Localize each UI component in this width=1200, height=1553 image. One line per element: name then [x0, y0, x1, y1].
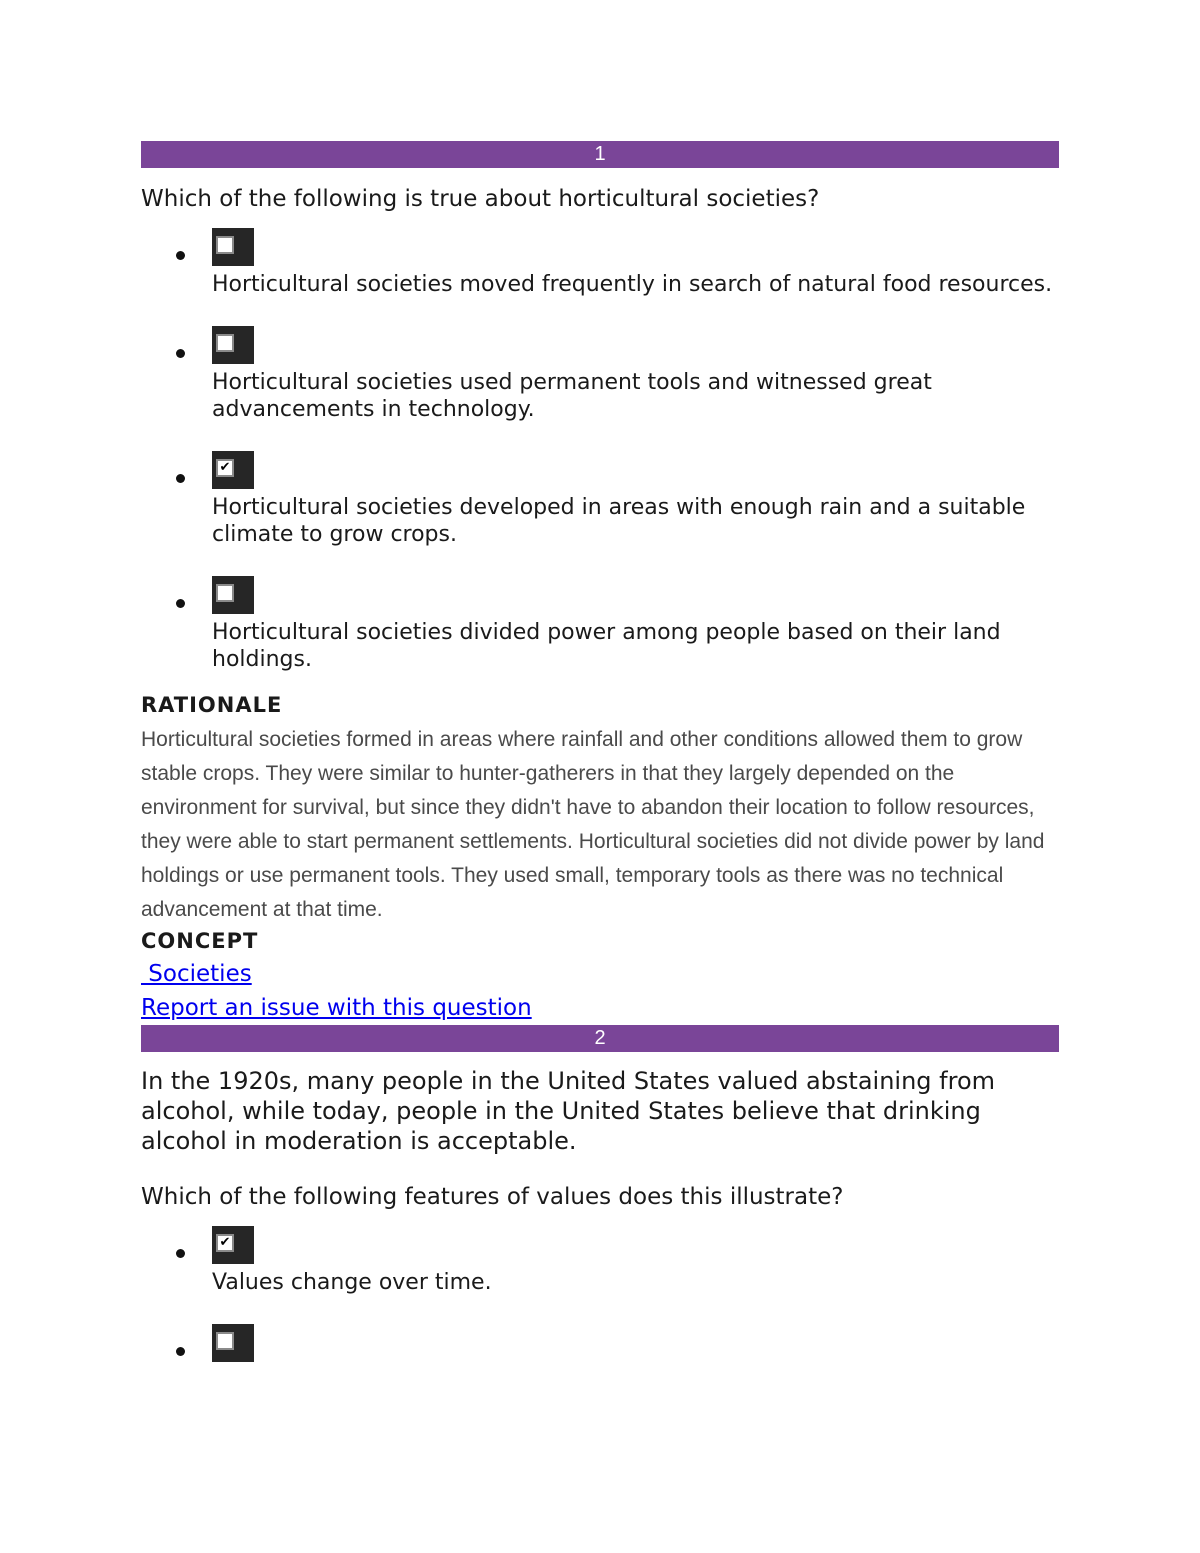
- rationale-text: Horticultural societies formed in areas where rainfall and other conditions allowed them to grow stable crops. They were similar to hunter-gatherers in that they largely depended on the environment for survival, but since they didn't have to abandon their location to follow resources, they were able to start permanent settlements. Horticultural societies did not divide power by land holdings or use permanent tools. They used small, temporary tools as there was no technical advancement at that time.: [141, 728, 1045, 921]
- question-number-bar: 2: [141, 1025, 1059, 1052]
- answer-options: [141, 1226, 1059, 1362]
- answer-option-label: Horticultural societies developed in areas with enough rain and a suitable climate to grow crops.: [212, 495, 1026, 547]
- checkbox-box: [216, 584, 234, 602]
- checkbox-box: [216, 236, 234, 254]
- checkmark-icon: ✔: [216, 459, 234, 477]
- answer-option[interactable]: [212, 326, 1059, 423]
- checkbox-icon[interactable]: [212, 1324, 254, 1362]
- answer-option[interactable]: [212, 1226, 1059, 1296]
- checkbox-icon[interactable]: [212, 1226, 254, 1264]
- answer-option-label: Values change over time.: [212, 1270, 492, 1295]
- answer-option-label: Horticultural societies moved frequently in search of natural food resources.: [212, 272, 1053, 297]
- report-issue-link[interactable]: Report an issue with this question: [141, 995, 532, 1021]
- answer-option[interactable]: [212, 228, 1059, 298]
- answer-option-label: Horticultural societies used permanent tools and witnessed great advancements in technology.: [212, 370, 932, 422]
- checkbox-icon[interactable]: [212, 576, 254, 614]
- checkmark-icon: ✔: [216, 1234, 234, 1252]
- concept-heading: CONCEPT: [141, 929, 259, 953]
- answer-option[interactable]: [212, 1324, 1059, 1362]
- checkbox-box: [216, 1332, 234, 1350]
- question-number-bar: 1: [141, 141, 1059, 168]
- question-subprompt: Which of the following features of values does this illustrate?: [141, 1184, 844, 1210]
- answer-options: [141, 228, 1059, 673]
- concept-link[interactable]: Societies: [141, 961, 252, 987]
- checkbox-box: [216, 334, 234, 352]
- question-prompt: Which of the following is true about horticultural societies?: [141, 186, 820, 212]
- answer-option[interactable]: [212, 576, 1059, 673]
- quiz-page: [141, 141, 1059, 1390]
- rationale-heading: RATIONALE: [141, 693, 283, 717]
- checkbox-icon[interactable]: [212, 228, 254, 266]
- checkbox-icon[interactable]: [212, 326, 254, 364]
- checkbox-icon[interactable]: [212, 451, 254, 489]
- question-prompt: In the 1920s, many people in the United States valued abstaining from alcohol, while today, people in the United States believe that drinking alcohol in moderation is acceptable.: [141, 1067, 996, 1155]
- answer-option-label: Horticultural societies divided power among people based on their land holdings.: [212, 620, 1001, 672]
- answer-option[interactable]: [212, 451, 1059, 548]
